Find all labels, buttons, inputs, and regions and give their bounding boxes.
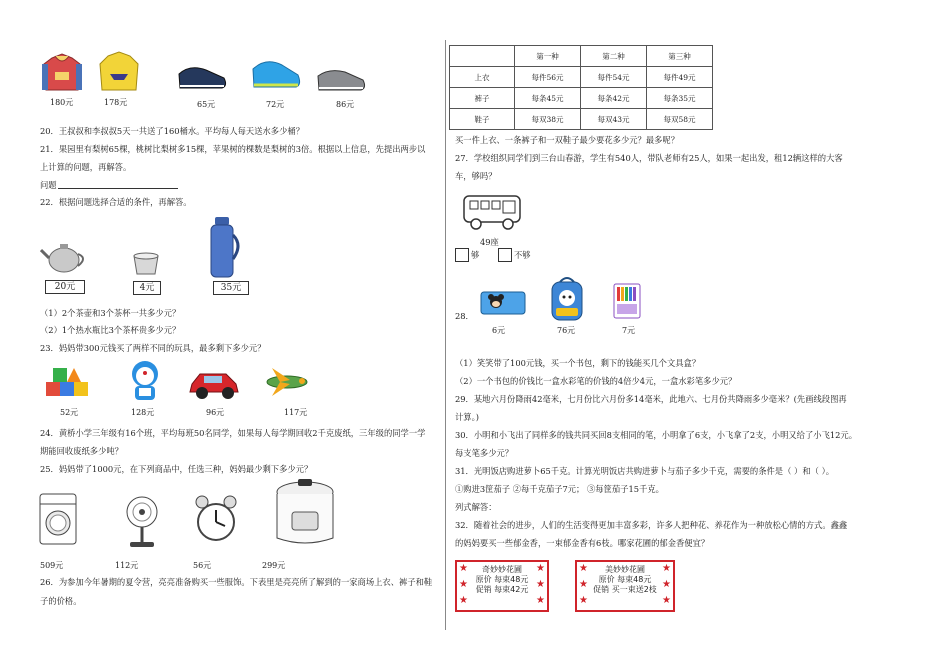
yellow-sweater-price: 178元 (104, 98, 128, 107)
question-31-line1: 31．光明饭店购进萝卜65千克。计算光明饭店共购进萝卜与茄子多少千克，需要的条件是（ ）和（ ）。 (455, 466, 835, 476)
table-cell: 裤子 (450, 88, 515, 109)
question-26-line1: 26．为参加今年暑期的夏令营，亮亮准备购买一些服饰。下表里是亮亮所了解到的一家商场上衣、裤子和鞋 (40, 577, 433, 587)
not-enough-label: 不够 (514, 250, 531, 260)
alarm-clock-price: 56元 (193, 561, 212, 570)
table-cell: 每条45元 (515, 88, 581, 109)
table-cell: 每条35元 (647, 88, 713, 109)
fan-image (120, 494, 164, 550)
alarm-clock-image (192, 492, 240, 546)
enough-label: 够 (471, 250, 480, 260)
navy-shoe-image (176, 62, 228, 92)
question-22-sub2: （2）1个热水瓶比3个茶杯贵多少元？ (40, 325, 181, 335)
question-22-sub1: （1）2个茶壶和3个茶杯一共多少元？ (40, 308, 181, 318)
star-icon: ★ (662, 595, 671, 606)
schoolbag-image (548, 276, 586, 322)
question-21-label: 问题 (40, 180, 57, 190)
question-29-line1: 29．某地六月份降雨42毫米，七月份比六月份多14毫米，此地六、七月份共降雨多少毫米？(先画线段图再 (455, 394, 847, 404)
star-icon: ★ (459, 579, 468, 590)
star-icon: ★ (536, 579, 545, 590)
grey-shoe-image (315, 66, 367, 94)
enough-checkbox[interactable] (455, 248, 469, 262)
question-20: 20．王叔叔和李叔叔5天一共送了160桶水。平均每人每天送水多少桶？ (40, 126, 304, 136)
pressure-cooker-price: 299元 (262, 561, 286, 570)
question-22: 22．根据问题选择合适的条件，再解答。 (40, 197, 192, 207)
blocks-toy-image (42, 362, 94, 402)
watercolor-pens-price: 7元 (622, 326, 636, 335)
question-32-line1: 32．随着社会的进步，人们的生活变得更加丰富多彩，许多人把种花、养花作为一种放松心情的方式。鑫鑫 (455, 520, 848, 530)
doraemon-toy-image (125, 358, 165, 404)
table-cell: 鞋子 (450, 109, 515, 130)
question-30-line1: 30．小明和小飞出了同样多的钱共同买回8支相同的笔，小明拿了6支，小飞拿了2支，小明又给了小飞12元。 (455, 430, 858, 440)
table-cell (450, 46, 515, 67)
table-row (450, 88, 713, 109)
question-32-line2: 的妈妈要买一些郁金香，一束郁金香有6枝。哪家花圃的郁金香便宜？ (455, 538, 710, 548)
question-29-line2: 计算。) (455, 412, 479, 422)
fan-price: 112元 (115, 561, 139, 570)
hoodie-image (40, 50, 85, 95)
toy-car-image (188, 366, 242, 400)
washing-machine-image (38, 492, 80, 548)
question-28-number: 28． (455, 311, 474, 321)
navy-shoe-price: 65元 (197, 100, 216, 109)
toy-plane-image (262, 362, 312, 400)
question-28-sub2: （2）一个书包的价钱比一盒水彩笔的价钱的4倍少4元，一盒水彩笔多少元？ (455, 376, 737, 386)
bus-seats-label: 49座 (480, 237, 499, 247)
star-icon: ★ (662, 579, 671, 590)
question-21-line2: 上计算的问题，再解答。 (40, 162, 132, 172)
table-cell: 第二种 (581, 46, 647, 67)
question-23: 23．妈妈带300元钱买了两样不同的玩具，最多剩下多少元？ (40, 343, 266, 353)
star-icon: ★ (579, 579, 588, 590)
price-table (449, 45, 713, 130)
table-cell: 第三种 (647, 46, 713, 67)
question-24-line1: 24．黄桥小学三年级有16个班，平均每班50名同学，如果每人每学期回收2千克废纸，三年级的同学一学 (40, 428, 426, 438)
table-row (450, 67, 713, 88)
flower-shop-card-2 (575, 560, 675, 612)
thermos-price: 35元 (213, 281, 249, 295)
toy-plane-price: 117元 (284, 408, 308, 417)
table-cell: 第一种 (515, 46, 581, 67)
question-25: 25．妈妈带了1000元，在下列商品中，任选三种，妈妈最少剩下多少元？ (40, 464, 313, 474)
star-icon: ★ (536, 563, 545, 574)
star-icon: ★ (536, 595, 545, 606)
blue-shoe-price: 72元 (266, 100, 285, 109)
answer-blank-line (58, 188, 178, 189)
pressure-cooker-image (272, 476, 338, 550)
hoodie-price: 180元 (50, 98, 74, 107)
table-cell: 上衣 (450, 67, 515, 88)
table-row (450, 109, 713, 130)
shop2-name: 美妙妙花圃 (605, 565, 645, 574)
question-24-line2: 期能回收废纸多少吨？ (40, 446, 123, 456)
question-27-line2: 车，够吗？ (455, 171, 497, 181)
thermos-image (205, 215, 245, 279)
table-cell: 每双38元 (515, 109, 581, 130)
star-icon: ★ (579, 595, 588, 606)
watercolor-pens-image (612, 280, 642, 322)
grey-shoe-price: 86元 (336, 100, 355, 109)
schoolbag-price: 76元 (557, 326, 576, 335)
yellow-sweater-image (98, 50, 140, 95)
question-28-sub1: （1）笑笑带了100元钱，买一个书包，剩下的钱能买几个文具盒？ (455, 358, 701, 368)
shop2-promo: 促销 买一束送2枝 (593, 585, 657, 594)
table-cell: 每双43元 (581, 109, 647, 130)
question-30-line2: 每支笔多少元？ (455, 448, 514, 458)
not-enough-checkbox[interactable] (498, 248, 512, 262)
shop1-name: 奇妙妙花圃 (482, 565, 522, 574)
question-31-line3: 列式解答： (455, 502, 497, 512)
blue-shoe-image (250, 55, 302, 93)
toy-car-price: 96元 (206, 408, 225, 417)
shop2-original-price: 原价 每束48元 (598, 575, 652, 584)
table-header-row (450, 46, 713, 67)
shop1-text (473, 565, 531, 595)
teacup-price: 4元 (133, 281, 161, 295)
teapot-price: 20元 (45, 280, 85, 294)
question-27-line1: 27．学校组织同学们到三台山春游，学生有540人，带队老师有25人，如果一起出发，租12辆这样的大客 (455, 153, 843, 163)
star-icon: ★ (459, 595, 468, 606)
star-icon: ★ (662, 563, 671, 574)
shop1-original-price: 原价 每束48元 (475, 575, 529, 584)
pencil-case-image (480, 290, 526, 316)
teapot-image (40, 238, 90, 278)
star-icon: ★ (459, 563, 468, 574)
washing-machine-price: 509元 (40, 561, 64, 570)
flower-shop-card-1 (455, 560, 549, 612)
doraemon-price: 128元 (131, 408, 155, 417)
bus-image (462, 192, 524, 234)
shop2-text (593, 565, 657, 595)
table-cell: 每件54元 (581, 67, 647, 88)
question-26-ask: 买一件上衣、一条裤子和一双鞋子最少要花多少元？最多呢？ (455, 135, 680, 145)
blocks-price: 52元 (60, 408, 79, 417)
question-21-line1: 21．果园里有梨树65棵，桃树比梨树多15棵，苹果树的棵数是梨树的3倍。根据以上信息，先提出两步以 (40, 144, 426, 154)
table-cell: 每件56元 (515, 67, 581, 88)
teacup-image (130, 248, 164, 278)
question-31-line2: ①购进3筐茄子 ②每千克茄子7元； ③每筐茄子15千克。 (455, 484, 664, 494)
table-cell: 每件49元 (647, 67, 713, 88)
star-icon: ★ (579, 563, 588, 574)
table-cell: 每条42元 (581, 88, 647, 109)
shop1-promo: 促销 每束42元 (475, 585, 529, 594)
question-26-line2: 子的价格。 (40, 596, 82, 606)
table-cell: 每双58元 (647, 109, 713, 130)
column-divider (445, 40, 446, 630)
pencil-case-price: 6元 (492, 326, 506, 335)
